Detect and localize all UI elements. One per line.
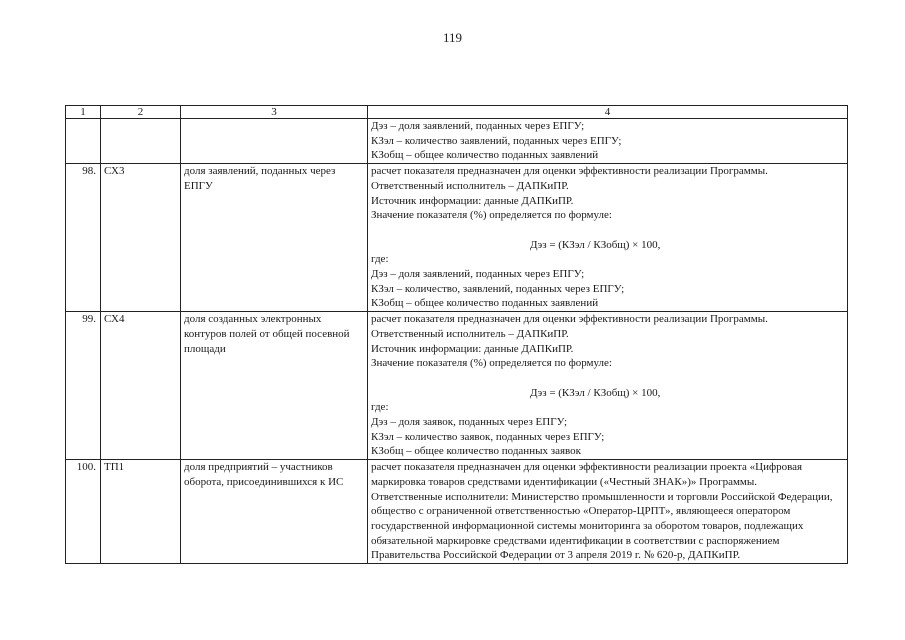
- description-line: КЗэл – количество, заявлений, поданных через ЕПГУ;: [371, 282, 625, 295]
- page-number: 119: [442, 30, 463, 45]
- description-cell: [368, 460, 848, 564]
- indicator-table: [65, 105, 848, 564]
- description-paragraph: Ответственные исполнители: Министерство промышленности и торговли Российской Федерации, общество с ограниченной ответственностью «Оператор-ЦРПТ», являющееся оператором государственной информационной системы мониторинга за оборотом товаров, подлежащих обязательной маркировке средствами идентификации в соответствии с распоряжением Правительства Российской Федерации от 3 апреля 2019 г. № 620-р, ДАПКиПР.: [371, 490, 833, 562]
- description-line: Ответственный исполнитель – ДАПКиПР.: [371, 327, 569, 340]
- name-cell: [181, 119, 368, 164]
- header-cell: 4: [368, 106, 848, 119]
- formula: Дэз = (КЗэл / КЗобщ) × 100,: [530, 238, 661, 251]
- description-line: где:: [371, 401, 389, 414]
- num-cell: 99.: [66, 312, 101, 460]
- spacer: [371, 371, 844, 386]
- description-line: расчет показателя предназначен для оценки эффективности реализации Программы.: [371, 313, 768, 326]
- header-cell: 2: [101, 106, 181, 119]
- description-line: Дэз – доля заявлений, поданных через ЕПГУ;: [371, 268, 585, 281]
- num-cell: [66, 119, 101, 164]
- description-line: КЗобщ – общее количество поданных заявок: [371, 445, 581, 458]
- code-cell: СХ3: [101, 164, 181, 312]
- description-line: КЗобщ – общее количество поданных заявлений: [371, 297, 599, 310]
- description-cell: [368, 119, 848, 164]
- formula: Дэз = (КЗэл / КЗобщ) × 100,: [530, 386, 661, 399]
- table-row: [66, 164, 848, 312]
- name-cell: доля заявлений, поданных через ЕПГУ: [181, 164, 368, 312]
- table-row-continuation: [66, 119, 848, 164]
- description-cell: [368, 164, 848, 312]
- description-line: Источник информации: данные ДАПКиПР.: [371, 194, 574, 207]
- header-cell: 1: [66, 106, 101, 119]
- num-cell: 98.: [66, 164, 101, 312]
- table-row: [66, 312, 848, 460]
- name-cell: доля созданных электронных контуров полей от общей посевной площади: [181, 312, 368, 460]
- description-line: расчет показателя предназначен для оценки эффективности реализации Программы.: [371, 165, 768, 178]
- description-line: Значение показателя (%) определяется по формуле:: [371, 357, 612, 370]
- description-line: КЗобщ – общее количество поданных заявлений: [371, 149, 599, 162]
- code-cell: ТП1: [101, 460, 181, 564]
- name-cell: доля предприятий – участников оборота, присоединившихся к ИС: [181, 460, 368, 564]
- description-line: Источник информации: данные ДАПКиПР.: [371, 342, 574, 355]
- description-line: КЗэл – количество заявлений, поданных через ЕПГУ;: [371, 134, 622, 147]
- description-paragraph: расчет показателя предназначен для оценки эффективности реализации проекта «Цифровая маркировка товаров средствами идентификации («Честный ЗНАК»)» Программы.: [371, 461, 803, 488]
- description-line: где:: [371, 253, 389, 266]
- header-cell: 3: [181, 106, 368, 119]
- description-line: Значение показателя (%) определяется по формуле:: [371, 209, 612, 222]
- description-line: Дэз – доля заявлений, поданных через ЕПГУ;: [371, 120, 585, 132]
- description-line: КЗэл – количество заявок, поданных через ЕПГУ;: [371, 430, 605, 443]
- spacer: [371, 223, 844, 238]
- num-cell: 100.: [66, 460, 101, 564]
- table-row: [66, 460, 848, 564]
- description-line: Ответственный исполнитель – ДАПКиПР.: [371, 179, 569, 192]
- code-cell: [101, 119, 181, 164]
- description-cell: [368, 312, 848, 460]
- code-cell: СХ4: [101, 312, 181, 460]
- table-header-row: [66, 106, 848, 119]
- description-line: Дэз – доля заявок, поданных через ЕПГУ;: [371, 416, 568, 429]
